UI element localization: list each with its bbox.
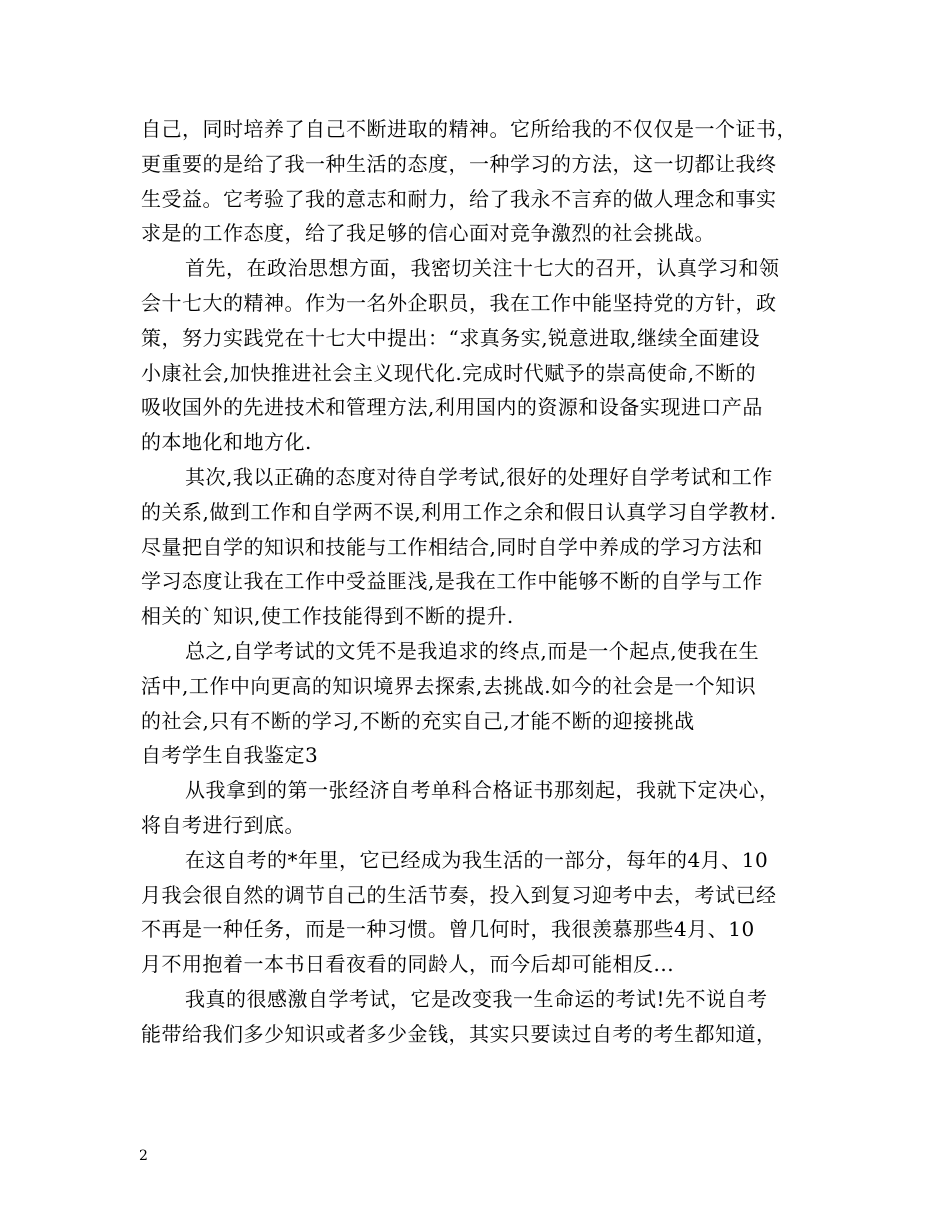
text-line: 求是的工作态度，给了我足够的信心面对竞争激烈的社会挑战。 (141, 221, 715, 246)
text-line: 的社会,只有不断的学习,不断的充实自己,才能不断的迎接挑战 (141, 708, 695, 733)
text-line: 月我会很自然的调节自己的生活节奏，投入到复习迎考中去，考试已经 (141, 882, 777, 907)
text-line: 的本地化和地方化. (141, 430, 312, 455)
text-line: 策，努力实践党在十七大中提出：“求真务实,锐意进取,继续全面建设 (141, 325, 760, 350)
text-line: 从我拿到的第一张经济自考单科合格证书那刻起，我就下定决心， (185, 778, 780, 803)
text-line: 学习态度让我在工作中受益匪浅,是我在工作中能够不断的自学与工作 (141, 569, 763, 594)
text-line: 我真的很感激自学考试，它是改变我一生命运的考试!先不说自考 (185, 986, 768, 1011)
text-line: 吸收国外的先进技术和管理方法,利用国内的资源和设备实现进口产品 (141, 395, 763, 420)
text-line: 在这自考的*年里，它已经成为我生活的一部分，每年的4月、10 (185, 847, 769, 872)
text-line: 月不用抱着一本书日看夜看的同龄人，而今后却可能相反... (141, 952, 675, 977)
page-number: 2 (139, 1148, 148, 1164)
text-line: 其次,我以正确的态度对待自学考试,很好的处理好自学考试和工作 (185, 464, 773, 489)
text-line: 的关系,做到工作和自学两不误,利用工作之余和假日认真学习自学教材. (141, 499, 777, 524)
document-body (141, 112, 821, 1052)
text-line: 小康社会,加快推进社会主义现代化.完成时代赋予的崇高使命,不断的 (141, 360, 757, 385)
text-line: 会十七大的精神。作为一名外企职员，我在工作中能坚持党的方针，政 (141, 290, 777, 315)
text-line: 相关的`知识,使工作技能得到不断的提升. (141, 604, 514, 629)
text-line: 尽量把自学的知识和技能与工作相结合,同时自学中养成的学习方法和 (141, 534, 763, 559)
text-line: 将自考进行到底。 (141, 812, 305, 837)
text-line: 生受益。它考验了我的意志和耐力，给了我永不言弃的做人理念和事实 (141, 186, 777, 211)
text-line: 自己，同时培养了自己不断进取的精神。它所给我的不仅仅是一个证书， (141, 117, 797, 141)
text-line: 首先，在政治思想方面，我密切关注十七大的召开，认真学习和领 (185, 256, 780, 281)
text-line: 更重要的是给了我一种生活的态度，一种学习的方法，这一切都让我终 (141, 151, 777, 176)
text-line: 能带给我们多少知识或者多少金钱，其实只要读过自考的考生都知道， (141, 1021, 777, 1046)
text-line: 不再是一种任务，而是一种习惯。曾几何时，我很羡慕那些4月、10 (141, 917, 755, 942)
text-line: 总之,自学考试的文凭不是我追求的终点,而是一个起点,使我在生 (185, 638, 760, 663)
text-line: 活中,工作中向更高的知识境界去探索,去挑战.如今的社会是一个知识 (141, 673, 757, 698)
text-line: 自考学生自我鉴定3 (141, 743, 319, 768)
